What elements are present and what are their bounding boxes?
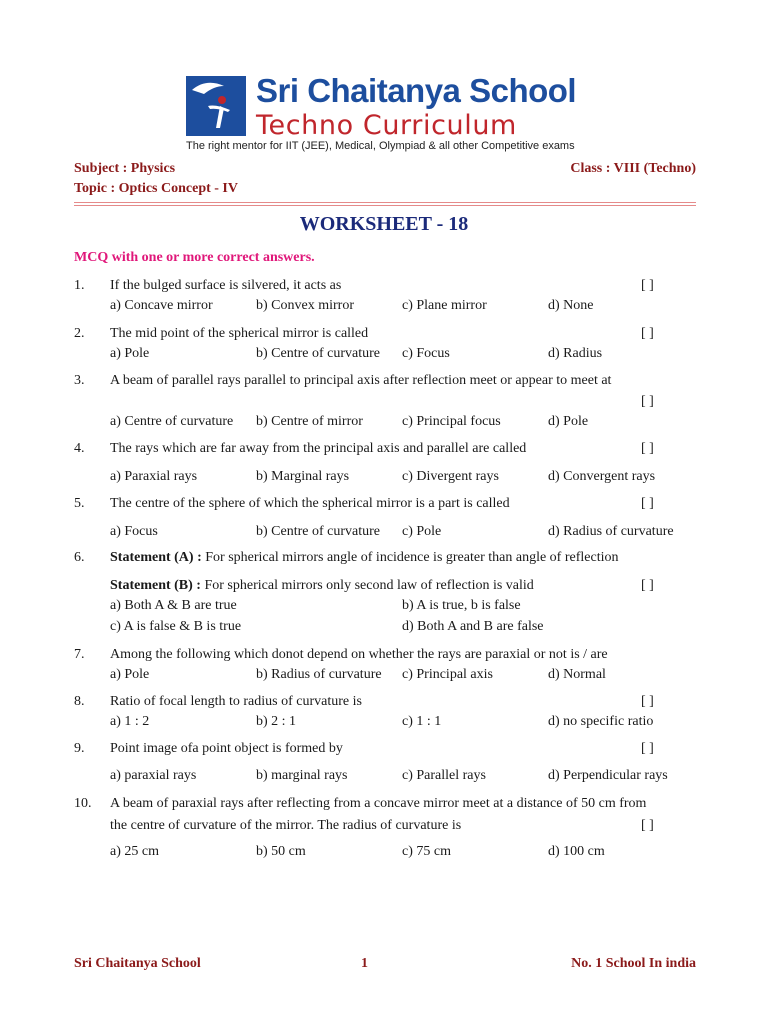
option-a[interactable]: a) 25 cm (110, 844, 159, 859)
option-d[interactable]: d) Normal (548, 667, 606, 682)
school-logo (186, 76, 246, 136)
option-d[interactable]: d) Radius of curvature (548, 524, 674, 539)
option-d[interactable]: d) 100 cm (548, 844, 605, 859)
answer-bracket[interactable]: [ ] (641, 741, 654, 756)
brand-name: Sri Chaitanya School (256, 72, 577, 109)
class-label: Class : VIII (Techno) (570, 161, 696, 176)
option-c[interactable]: c) Divergent rays (402, 469, 499, 484)
option-b[interactable]: b) 2 : 1 (256, 714, 297, 729)
header-divider-top (74, 202, 696, 203)
option-b[interactable]: b) 50 cm (256, 844, 306, 859)
question-text: The centre of the sphere of which the spherical mirror is a part is called (110, 496, 510, 511)
answer-bracket[interactable]: [ ] (641, 818, 654, 833)
question-text-continued: the centre of curvature of the mirror. The radius of curvature is (110, 818, 462, 833)
answer-bracket[interactable]: [ ] (641, 326, 654, 341)
question-number: 2. (74, 326, 85, 341)
question-number: 3. (74, 373, 85, 388)
option-a[interactable]: a) Both A & B are true (110, 598, 237, 613)
question-number: 1. (74, 278, 85, 293)
footer-slogan: No. 1 School In india (571, 956, 696, 971)
option-d[interactable]: d) Convergent rays (548, 469, 656, 484)
option-c[interactable]: c) Principal focus (402, 414, 501, 429)
answer-bracket[interactable]: [ ] (641, 441, 654, 456)
answer-bracket[interactable]: [ ] (641, 278, 654, 293)
option-d[interactable]: d) Perpendicular rays (548, 768, 668, 783)
option-c[interactable]: c) Plane mirror (402, 298, 487, 313)
statement-a-text: For spherical mirrors angle of incidence is greater than angle of reflection (201, 550, 619, 565)
question-text: If the bulged surface is silvered, it acts as (110, 278, 342, 293)
answer-bracket[interactable]: [ ] (641, 694, 654, 709)
question-number: 5. (74, 496, 85, 511)
question-number: 8. (74, 694, 85, 709)
option-c[interactable]: c) Parallel rays (402, 768, 486, 783)
option-b[interactable]: b) Centre of curvature (256, 524, 380, 539)
question-text: Point image ofa point object is formed by (110, 741, 343, 756)
statement-b (110, 578, 534, 594)
option-d[interactable]: d) Pole (548, 414, 589, 429)
torch-figure-icon (186, 76, 246, 136)
subject-label: Subject : Physics (74, 161, 176, 176)
question-number: 9. (74, 741, 85, 756)
option-b[interactable]: b) Convex mirror (256, 298, 354, 313)
answer-bracket[interactable]: [ ] (641, 578, 654, 593)
question-number: 4. (74, 441, 85, 456)
option-d[interactable]: d) None (548, 298, 594, 313)
question-text: A beam of paraxial rays after reflecting from a concave mirror meet at a distance of 50 cm from (110, 796, 647, 811)
option-d[interactable]: d) no specific ratio (548, 714, 654, 729)
option-b[interactable]: b) Marginal rays (256, 469, 350, 484)
option-b[interactable]: b) marginal rays (256, 768, 348, 783)
option-a[interactable]: a) Pole (110, 346, 150, 361)
option-c[interactable]: c) A is false & B is true (110, 619, 242, 634)
option-a[interactable]: a) Focus (110, 524, 158, 539)
question-number: 7. (74, 647, 85, 662)
answer-bracket[interactable]: [ ] (641, 394, 654, 409)
option-c[interactable]: c) Pole (402, 524, 442, 539)
footer-school-name: Sri Chaitanya School (74, 956, 201, 971)
question-text: A beam of parallel rays parallel to principal axis after reflection meet or appear to meet at (110, 373, 612, 388)
question-text: The mid point of the spherical mirror is called (110, 326, 369, 341)
statement-a-label: Statement (A) : (110, 550, 202, 565)
option-a[interactable]: a) paraxial rays (110, 768, 197, 783)
question-text: Ratio of focal length to radius of curvature is (110, 694, 362, 709)
topic-label: Topic : Optics Concept - IV (74, 181, 238, 196)
brand-tagline: The right mentor for IIT (JEE), Medical, Olympiad & all other Competitive exams (186, 140, 575, 152)
statement-b-label: Statement (B) : (110, 578, 201, 593)
option-b[interactable]: b) Radius of curvature (256, 667, 382, 682)
option-a[interactable]: a) Concave mirror (110, 298, 213, 313)
worksheet-title: WORKSHEET - 18 (299, 213, 469, 235)
option-a[interactable]: a) 1 : 2 (110, 714, 150, 729)
option-c[interactable]: c) 75 cm (402, 844, 451, 859)
brand-subtitle: Techno Curriculum (256, 110, 517, 141)
option-a[interactable]: a) Paraxial rays (110, 469, 198, 484)
question-number: 6. (74, 550, 85, 565)
option-b[interactable]: b) A is true, b is false (402, 598, 521, 613)
question-text: Among the following which donot depend on whether the rays are paraxial or not is / are (110, 647, 608, 662)
question-text: The rays which are far away from the principal axis and parallel are called (110, 441, 527, 456)
header-divider-bottom (74, 205, 696, 206)
page-number: 1 (361, 956, 368, 971)
option-c[interactable]: c) 1 : 1 (402, 714, 442, 729)
question-number: 10. (74, 796, 92, 811)
option-c[interactable]: c) Focus (402, 346, 450, 361)
instruction-text: MCQ with one or more correct answers. (74, 250, 315, 265)
statement-a (110, 550, 618, 566)
statement-b-text: For spherical mirrors only second law of reflection is valid (200, 578, 534, 593)
answer-bracket[interactable]: [ ] (641, 496, 654, 511)
option-a[interactable]: a) Centre of curvature (110, 414, 234, 429)
option-b[interactable]: b) Centre of mirror (256, 414, 363, 429)
option-a[interactable]: a) Pole (110, 667, 150, 682)
option-b[interactable]: b) Centre of curvature (256, 346, 380, 361)
option-d[interactable]: d) Radius (548, 346, 603, 361)
option-d[interactable]: d) Both A and B are false (402, 619, 544, 634)
option-c[interactable]: c) Principal axis (402, 667, 493, 682)
